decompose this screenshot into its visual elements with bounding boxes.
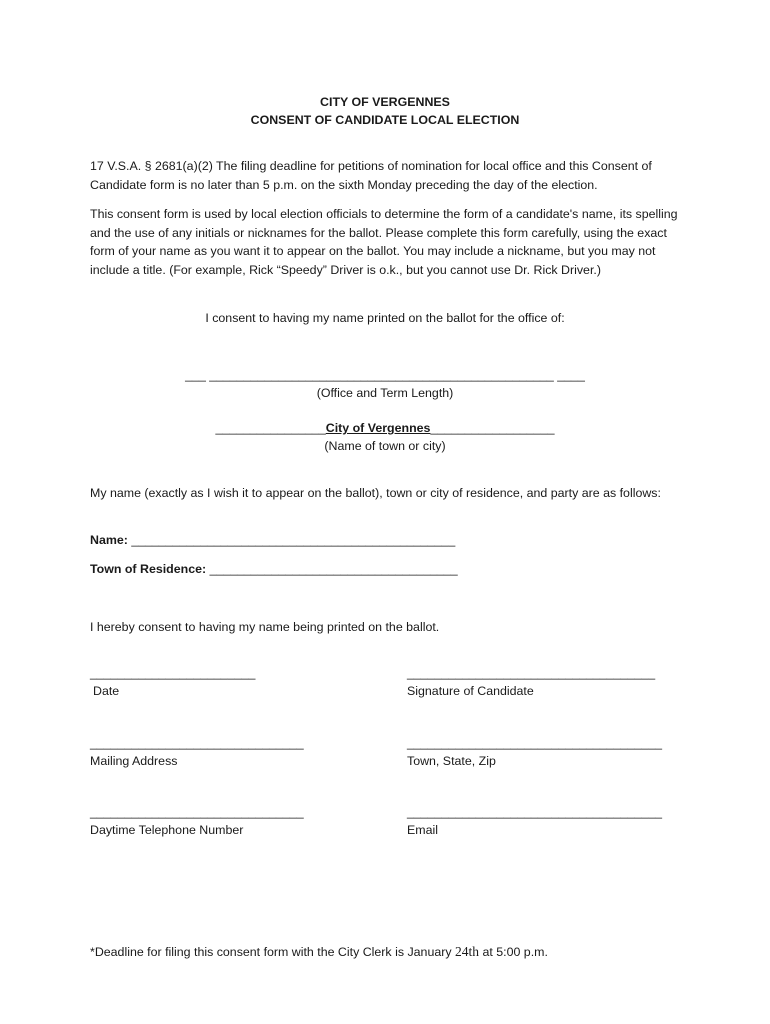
residence-field[interactable] [90,562,458,576]
office-caption: (Office and Term Length) [316,386,454,400]
signature-line[interactable]: ____________________________________ [407,666,656,680]
deadline-suffix: at 5:00 p.m. [482,945,548,959]
town-value: City of Vergennes [325,421,431,435]
signature-label: Signature of Candidate [407,684,534,698]
town-line[interactable] [0,421,770,435]
email-line[interactable]: _____________________________________ [407,805,662,819]
consent-statement: I hereby consent to having my name being printed on the ballot. [90,620,440,634]
name-line: _______________________________________________ [131,533,456,547]
deadline-footer [90,944,548,960]
town-line-right: __________________ [430,421,555,435]
name-intro-paragraph: My name (exactly as I wish it to appear on the ballot), town or city of residence, and party are as follows: [90,486,661,500]
date-line[interactable]: ________________________ [90,666,256,680]
deadline-prefix: *Deadline for filing this consent form with the City Clerk is January [90,945,452,959]
deadline-day: 24th [455,944,480,959]
email-label: Email [407,823,438,837]
statute-paragraph: 17 V.S.A. § 2681(a)(2) The filing deadline for petitions of nomination for local office and this Consent of Candidate form is no later than 5 p.m. on the sixth Monday preceding the day of the election. [90,159,652,192]
consent-office-text: I consent to having my name printed on the ballot for the office of: [205,311,565,325]
phone-line[interactable]: _______________________________ [90,805,304,819]
form-title: CITY OF VERGENNES [320,95,450,109]
mailing-address-label: Mailing Address [90,754,178,768]
town-state-zip-label: Town, State, Zip [407,754,496,768]
mailing-address-line[interactable]: _______________________________ [90,736,304,750]
town-state-zip-line[interactable]: _____________________________________ [407,736,662,750]
name-label: Name: [90,533,128,547]
form-subtitle: CONSENT OF CANDIDATE LOCAL ELECTION [250,113,520,127]
town-caption: (Name of town or city) [324,439,446,453]
phone-label: Daytime Telephone Number [90,823,244,837]
office-line[interactable]: ___ __________________________________________________ ____ [185,368,585,382]
date-label: Date [93,684,120,698]
instructions-paragraph: This consent form is used by local election officials to determine the form of a candidate's name, its spelling and the use of any initials or nicknames for the ballot. Please complete this form carefully, using the exact form of your name as you want it to appear on the ballot. You may include a nickname, but you may not include a title. (For example, Rick “Speedy” Driver is o.k., but you cannot use Dr. Rick Driver.) [90,207,678,277]
town-line-left: ________________ [215,421,326,435]
name-field[interactable] [90,533,455,547]
residence-label: Town of Residence: [90,562,207,576]
residence-line: ____________________________________ [209,562,458,576]
